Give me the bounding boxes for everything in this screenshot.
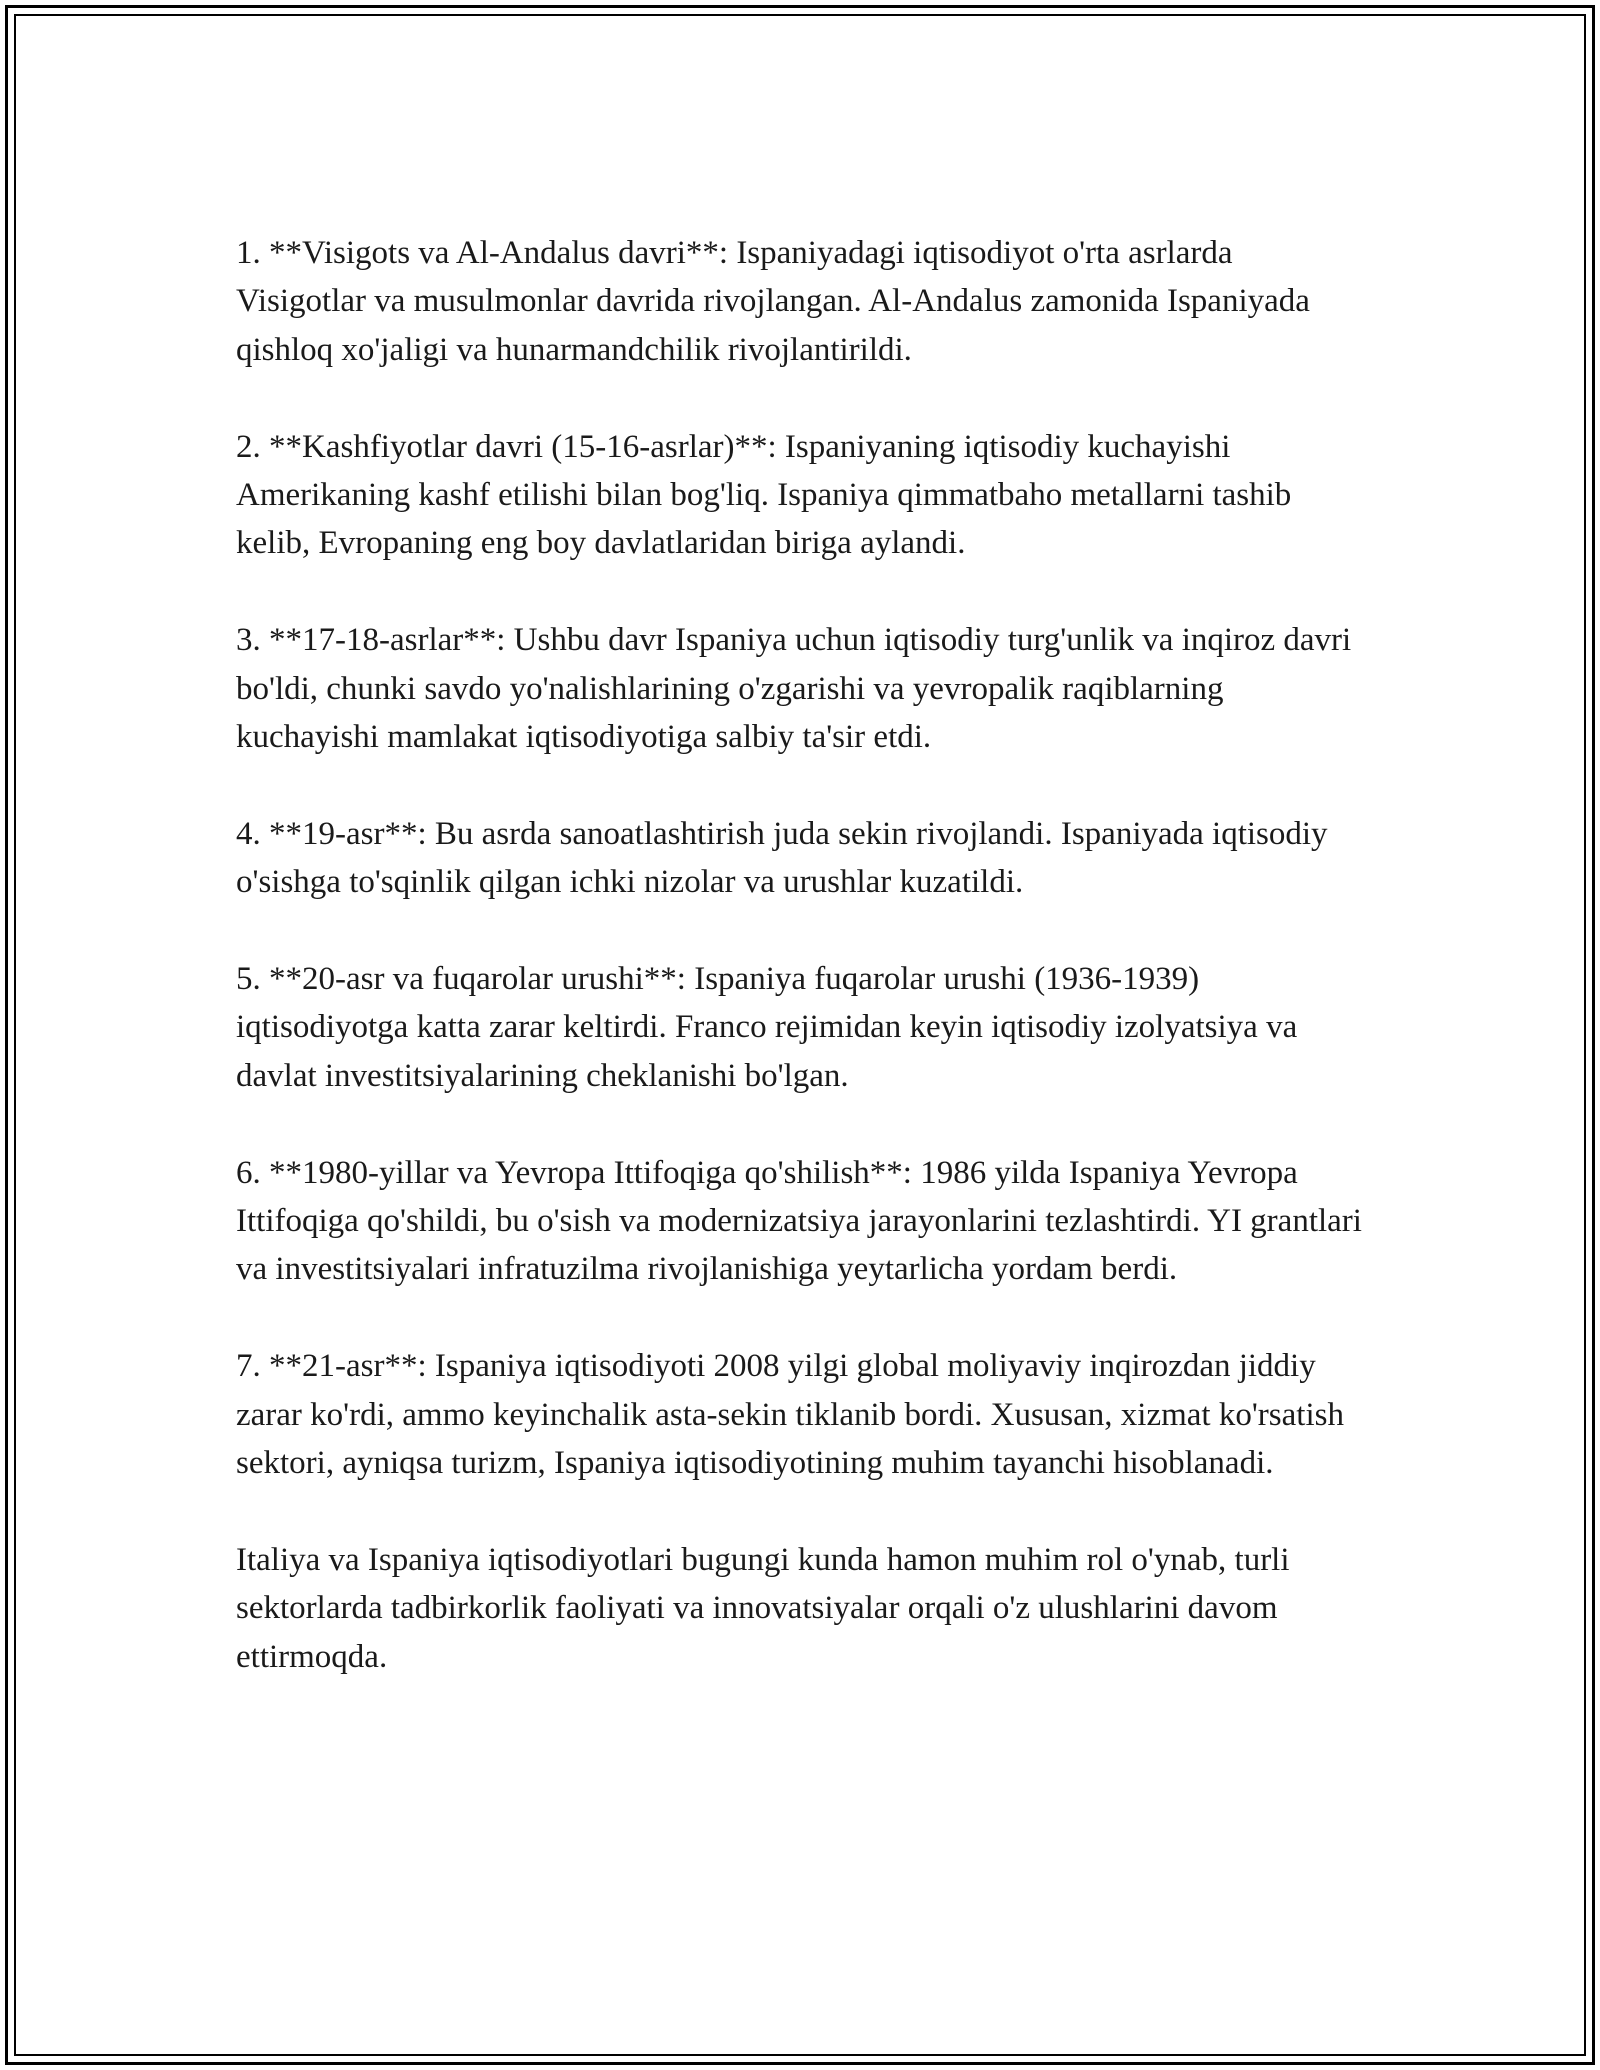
paragraph-17-18-centuries: 3. **17-18-asrlar**: Ushbu davr Ispaniya uchun iqtisodiy turg'unlik va inqiroz davri bo'ldi, chunki savdo yo'nalishlarining o'zgarishi va yevropalik raqiblarning kuchayishi mamlakat iqtisodiyotiga salbiy ta'sir etdi. [236, 622, 1360, 756]
paragraph-20-century: 5. **20-asr va fuqarolar urushi**: Ispaniya fuqarolar urushi (1936-1939) iqtisodiyotga katta zarar keltirdi. Franco rejimidan keyin iqtisodiy izolyatsiya va davlat investitsiyalarining cheklanishi bo'lgan. [236, 961, 1306, 1094]
paragraph-21-century: 7. **21-asr**: Ispaniya iqtisodiyoti 2008 yilgi global moliyaviy inqirozdan jiddiy zarar ko'rdi, ammo keyinchalik asta-sekin tiklanib bordi. Xususan, xizmat ko'rsatish sektori, ayniqsa turizm, Ispaniya iqtisodiyotining muhim tayanchi hisoblanadi. [236, 1348, 1353, 1482]
paragraph-19-century: 4. **19-asr**: Bu asrda sanoatlashtirish juda sekin rivojlandi. Ispaniyada iqtisodiy o'sishga to'sqinlik qilgan ichki nizolar va urushlar kuzatildi. [236, 815, 1336, 901]
paragraph-visigots: 1. **Visigots va Al-Andalus davri**: Ispaniyadagi iqtisodiyot o'rta asrlarda Visigotlar va musulmonlar davrida rivojlangan. Al-Andalus zamonida Ispaniyada qishloq xo'jaligi va hunarmandchilik rivojlantirildi. [236, 235, 1319, 368]
paragraph-1980s-eu: 6. **1980-yillar va Yevropa Ittifoqiga qo'shilish**: 1986 yilda Ispaniya Yevropa Ittifoqiga qo'shildi, bu o'sish va modernizatsiya jarayonlarini tezlashtirdi. YI grantlari va investitsiyalari infratuzilma rivojlanishiga yeytarlicha yordam berdi. [236, 1154, 1371, 1288]
document-body [236, 229, 1371, 1681]
paragraph-discoveries: 2. **Kashfiyotlar davri (15-16-asrlar)**: Ispaniyaning iqtisodiy kuchayishi Amerikaning kashf etilishi bilan bog'liq. Ispaniya qimmatbaho metallarni tashib kelib, Evropaning eng boy davlatlaridan biriga aylandi. [236, 428, 1300, 562]
paragraph-conclusion: Italiya va Ispaniya iqtisodiyotlari bugungi kunda hamon muhim rol o'ynab, turli sektorlarda tadbirkorlik faoliyati va innovatsiyalar orqali o'z ulushlarini davom ettirmoqda. [236, 1541, 1298, 1675]
